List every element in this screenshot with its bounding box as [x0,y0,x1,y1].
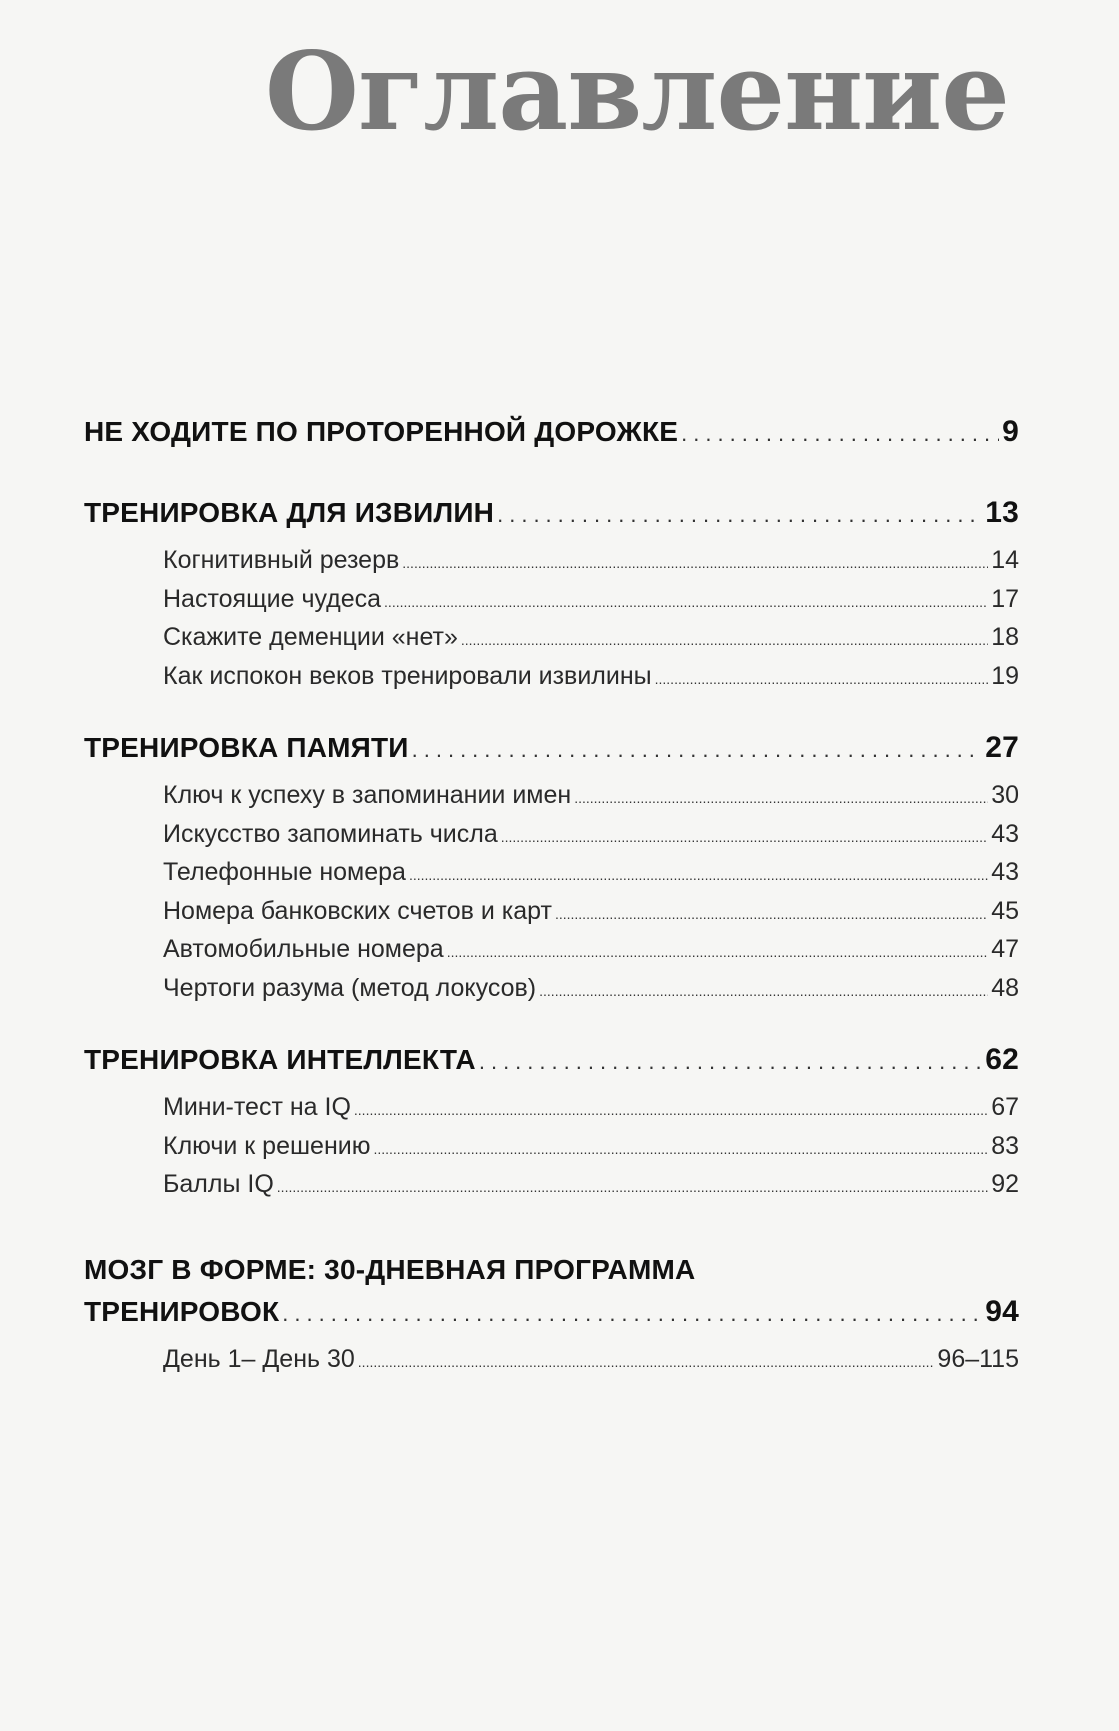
table-of-contents [84,415,1019,1414]
toc-subentry[interactable] [84,858,1019,897]
chapter-page-number: 62 [985,1043,1019,1076]
dot-leader [574,790,988,806]
subentry-page-number: 67 [991,1093,1019,1121]
subentry-title: Как испокон веков тренировали извилины [163,661,652,690]
subentry-title: Мини-тест на IQ [163,1093,351,1121]
subentry-page-number: 14 [991,546,1019,574]
subentry-page-number: 45 [991,896,1019,925]
subentry-page-number: 43 [991,858,1019,886]
subentry-page-number: 47 [991,935,1019,963]
chapter-page-number: 13 [985,496,1019,529]
dot-leader [681,421,999,447]
dot-leader [461,632,988,648]
subentry-title: Настоящие чудеса [163,584,382,613]
dot-leader [655,671,989,687]
toc-section [84,415,1019,465]
toc-subentry[interactable] [84,1170,1019,1209]
subentry-title: Номера банковских счетов и карт [163,896,552,925]
chapter-page-number: 94 [985,1294,1019,1328]
subentry-title: Баллы IQ [163,1170,274,1198]
subentry-page-number: 48 [991,973,1019,1002]
dot-leader [402,555,988,571]
dot-leader [501,829,988,845]
dot-leader [277,1179,988,1195]
dot-leader [539,983,988,999]
toc-subentry[interactable] [84,1345,1019,1384]
dot-leader [384,594,988,610]
toc-subentry[interactable] [84,585,1019,624]
subentry-page-number: 83 [991,1131,1019,1160]
subentry-page-number: 30 [991,781,1019,809]
chapter-title: ТРЕНИРОВКА ИНТЕЛЛЕКТА [84,1044,476,1075]
subentry-page-number: 43 [991,819,1019,848]
subentry-title: Искусство запоминать числа [163,819,498,848]
toc-chapter-entry[interactable] [84,1043,1019,1093]
dot-leader [373,1141,988,1157]
subentry-page-number: 19 [991,661,1019,690]
toc-subentry[interactable] [84,974,1019,1013]
dot-leader [479,1049,982,1075]
chapter-title: НЕ ХОДИТЕ ПО ПРОТОРЕННОЙ ДОРОЖКЕ [84,416,679,447]
toc-subentry[interactable] [84,781,1019,820]
subentry-page-number: 92 [991,1170,1019,1198]
subentry-title: Телефонные номера [163,858,406,886]
subentry-title: Ключ к успеху в запоминании имен [163,781,572,809]
chapter-title: ТРЕНИРОВКА ПАМЯТИ [84,732,409,763]
toc-subentry[interactable] [84,623,1019,662]
toc-chapter-entry[interactable] [84,1295,1019,1345]
subentry-title: Скажите деменции «нет» [163,623,458,651]
dot-leader [358,1354,935,1370]
toc-section [84,1245,1019,1384]
chapter-page-number: 27 [985,731,1019,764]
toc-subentry[interactable] [84,546,1019,585]
chapter-title: ТРЕНИРОВКА ДЛЯ ИЗВИЛИН [84,497,495,528]
toc-subentry[interactable] [84,935,1019,974]
toc-section [84,731,1019,1012]
dot-leader [412,737,983,763]
toc-subentry[interactable] [84,1093,1019,1132]
subentry-page-number: 17 [991,584,1019,613]
chapter-title-line: МОЗГ В ФОРМЕ: 30-ДНЕВНАЯ ПРОГРАММА [84,1253,696,1285]
subentry-title: День 1– День 30 [163,1344,355,1373]
toc-section [84,1043,1019,1209]
toc-subentry[interactable] [84,897,1019,936]
dot-leader [555,906,988,922]
page-title: Оглавление [264,29,1009,155]
subentry-page-number: 96–115 [937,1344,1019,1373]
toc-chapter-entry[interactable] [84,415,1019,465]
toc-section [84,496,1019,700]
toc-chapter-entry[interactable] [84,496,1019,546]
chapter-title: ТРЕНИРОВОК [84,1295,280,1327]
dot-leader [282,1301,982,1327]
subentry-title: Когнитивный резерв [163,546,400,574]
chapter-page-number: 9 [1002,415,1019,448]
dot-leader [354,1102,988,1118]
dot-leader [497,502,982,528]
toc-subentry[interactable] [84,820,1019,859]
subentry-title: Ключи к решению [163,1131,371,1160]
toc-subentry[interactable] [84,662,1019,701]
toc-chapter-entry[interactable] [84,731,1019,781]
subentry-page-number: 18 [991,623,1019,651]
dot-leader [409,867,988,883]
subentry-title: Чертоги разума (метод локусов) [163,973,537,1002]
subentry-title: Автомобильные номера [163,935,444,963]
dot-leader [447,944,988,960]
toc-subentry[interactable] [84,1132,1019,1171]
